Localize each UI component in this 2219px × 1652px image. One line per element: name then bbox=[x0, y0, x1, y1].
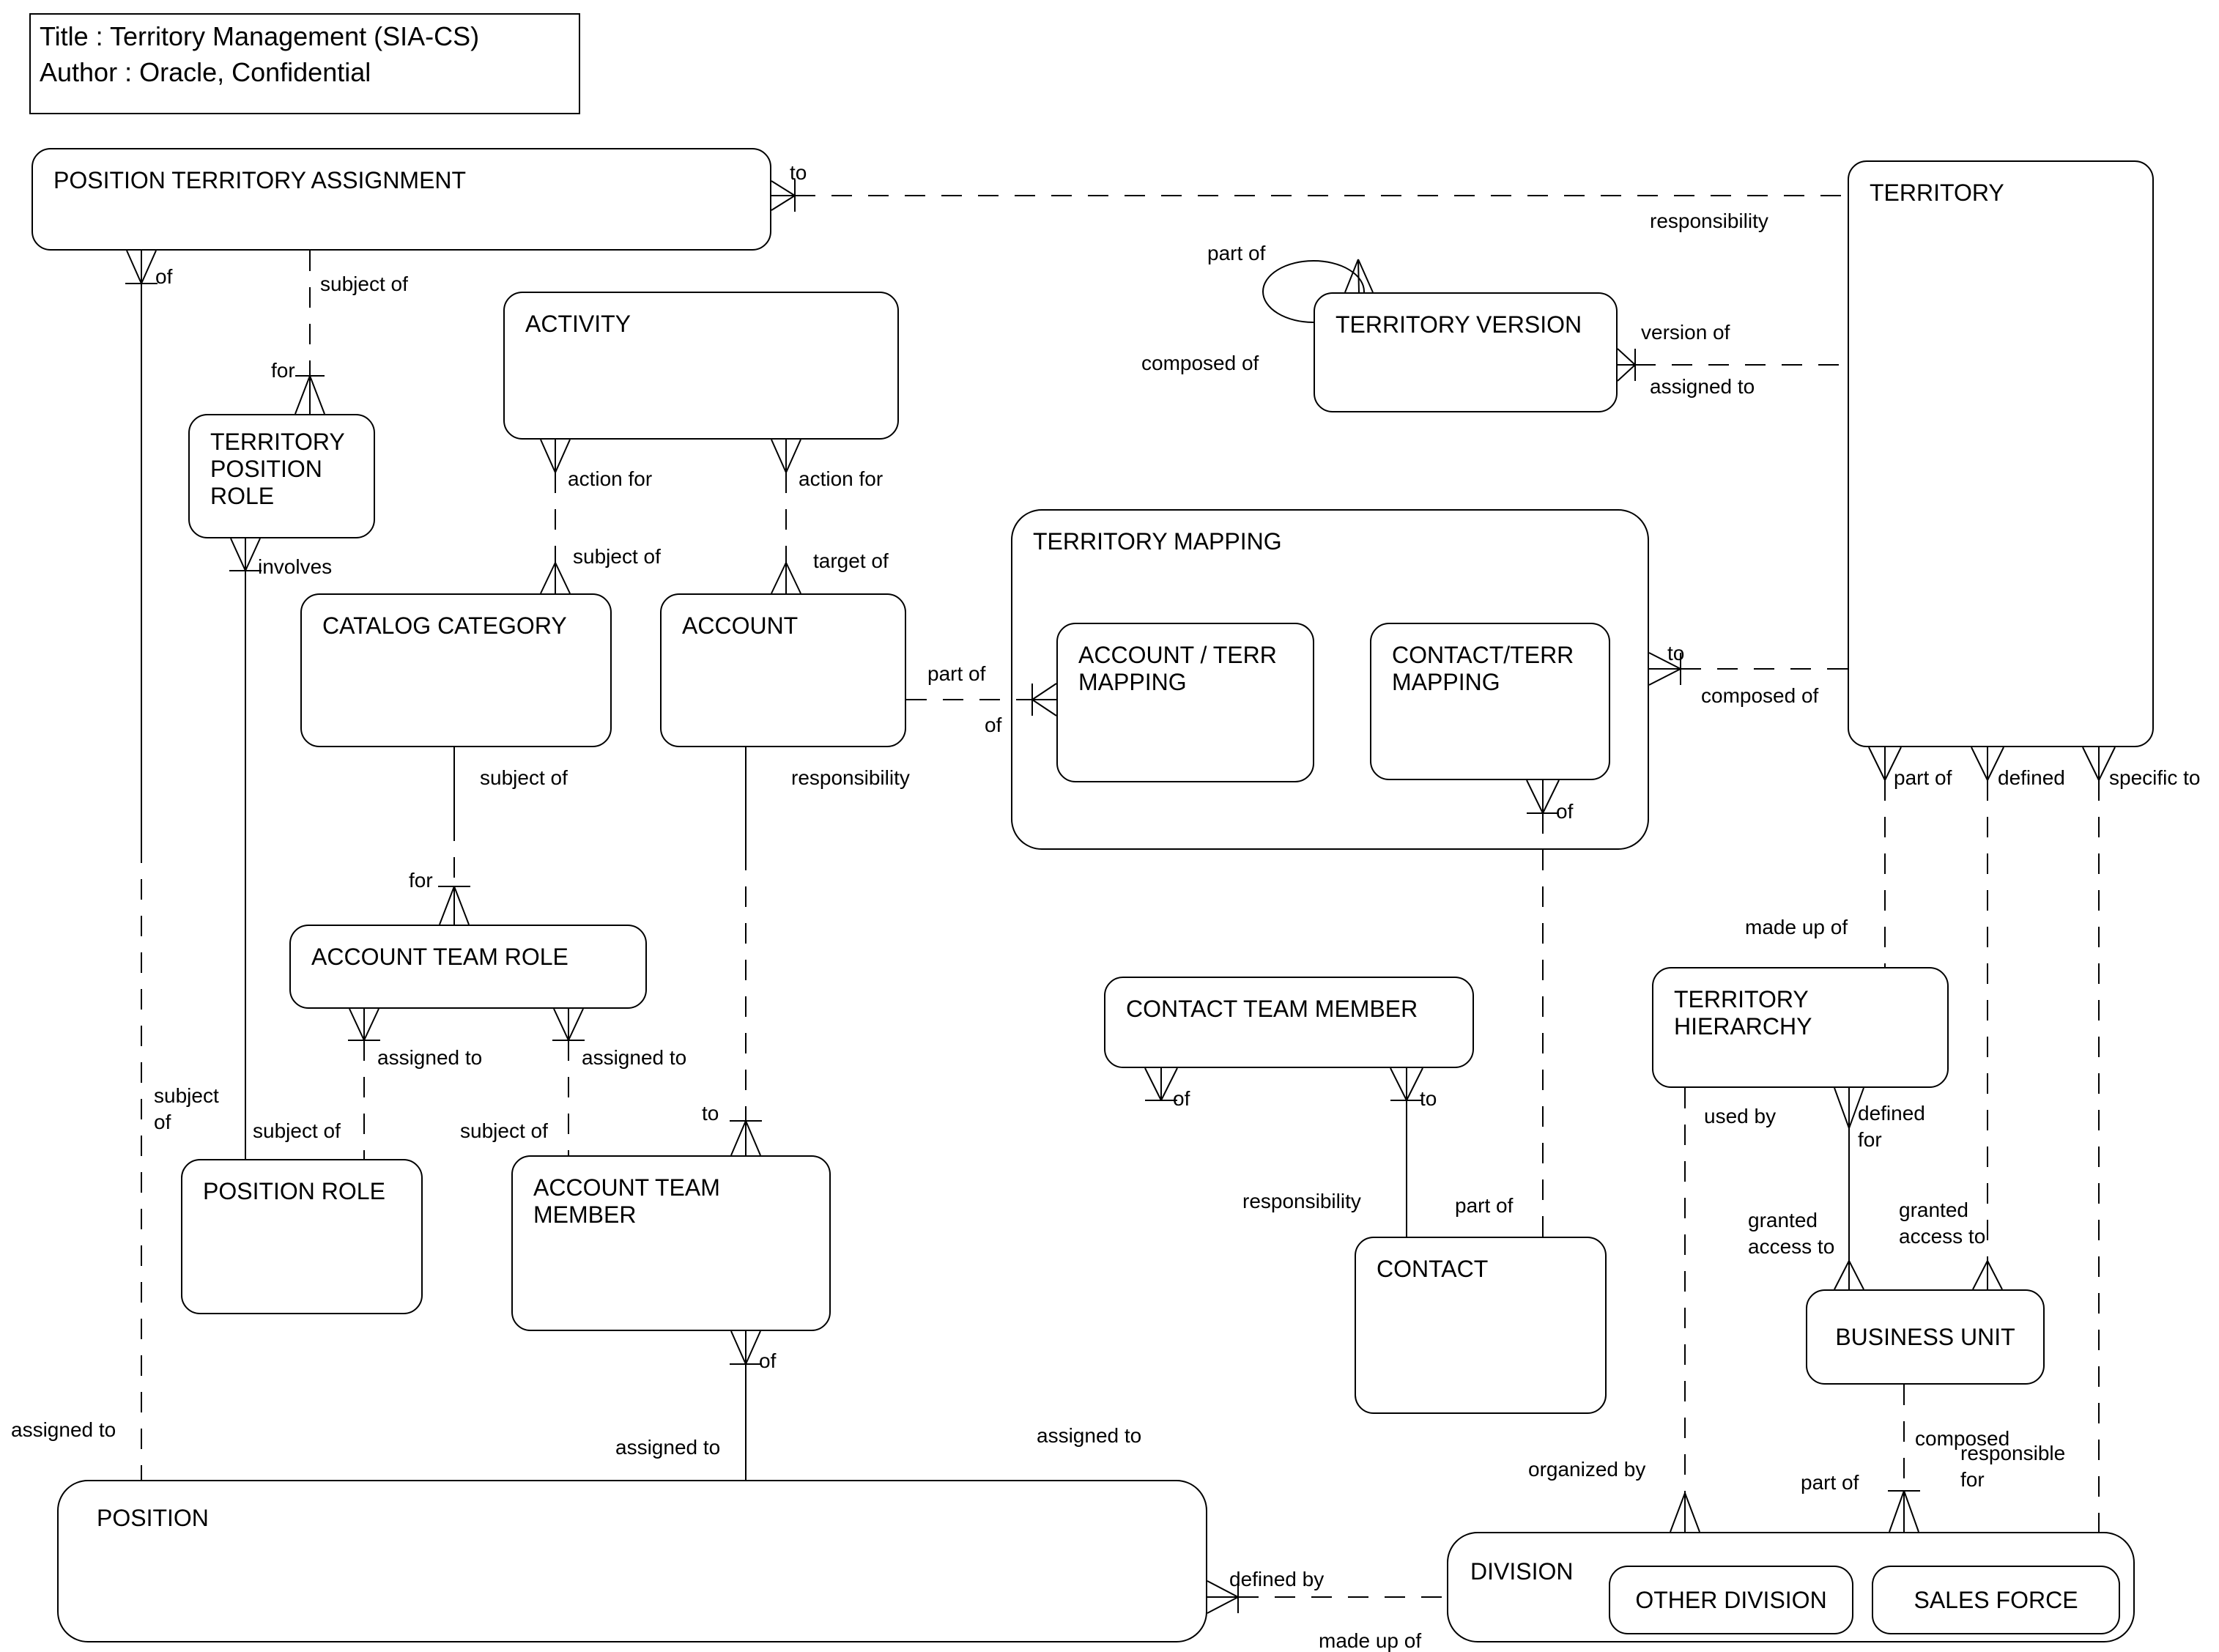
rel-label-atm-of: of bbox=[759, 1349, 777, 1372]
rel-label-pr-subject-of: subject of bbox=[253, 1119, 341, 1142]
diagram-title: Title : Territory Management (SIA-CS) bbox=[40, 21, 480, 51]
rel-label-pta-of: of bbox=[155, 265, 173, 288]
entity-position: POSITION bbox=[57, 1480, 1207, 1642]
rel-label-pr-subject-of-far-left: subject of bbox=[154, 1084, 219, 1133]
rel-label-tv-version-of: version of bbox=[1641, 321, 1730, 344]
entity-account-terr-mapping: ACCOUNT / TERR MAPPING bbox=[1056, 623, 1314, 782]
rel-label-tv-assigned-to: assigned to bbox=[1650, 375, 1755, 398]
rel-label-pos-assigned-to-right: assigned to bbox=[1037, 1424, 1142, 1447]
diagram-title-block bbox=[29, 13, 580, 114]
rel-label-tpr-involves: involves bbox=[258, 555, 333, 578]
rel-label-pta-subject-of: subject of bbox=[320, 273, 408, 295]
entity-contact-team-member: CONTACT TEAM MEMBER bbox=[1104, 977, 1474, 1068]
entity-account-team-member: ACCOUNT TEAM MEMBER bbox=[511, 1155, 831, 1331]
entity-territory-hierarchy: TERRITORY HIERARCHY bbox=[1652, 967, 1949, 1088]
entity-territory: TERRITORY bbox=[1848, 160, 2154, 747]
rel-label-pta-responsibility: responsibility bbox=[1650, 210, 1768, 232]
rel-label-pos-made-up-of: made up of bbox=[1319, 1629, 1422, 1652]
rel-label-acct-map-of: of bbox=[985, 714, 1002, 736]
rel-label-bu-granted-access-left: granted access to bbox=[1748, 1209, 1835, 1258]
rel-label-tpr-for: for bbox=[271, 359, 295, 382]
rel-label-bu-composed: composed bbox=[1915, 1427, 2010, 1450]
diagram-author: Author : Oracle, Confidential bbox=[40, 56, 371, 87]
rel-label-div-responsible-for: responsible for bbox=[1960, 1442, 2066, 1491]
rel-label-tm-composed-of: composed of bbox=[1701, 684, 1819, 707]
dashed-connectors bbox=[141, 196, 2099, 1597]
rel-label-atr-assigned-to-right: assigned to bbox=[582, 1046, 687, 1069]
rel-label-th-used-by: used by bbox=[1704, 1105, 1777, 1127]
rel-label-pos-assigned-to-mid: assigned to bbox=[615, 1436, 721, 1459]
rel-label-ctm-to: to bbox=[1420, 1087, 1437, 1110]
rel-label-tm-to: to bbox=[1667, 642, 1685, 664]
rel-label-territory-defined: defined bbox=[1998, 766, 2065, 789]
entity-other-division: OTHER DIVISION bbox=[1609, 1566, 1853, 1634]
entity-contact: CONTACT bbox=[1355, 1237, 1607, 1414]
entity-position-territory-assignment: POSITION TERRITORY ASSIGNMENT bbox=[32, 148, 771, 251]
rel-label-action-for-left: action for bbox=[568, 467, 653, 490]
entity-account: ACCOUNT bbox=[660, 593, 906, 747]
rel-label-pos-defined-by: defined by bbox=[1229, 1568, 1325, 1590]
entity-division: DIVISION bbox=[1447, 1532, 2135, 1642]
rel-label-acct-map-part-of: part of bbox=[927, 662, 986, 685]
rel-label-cc-subject-of-bottom: subject of bbox=[480, 766, 568, 789]
entity-territory-position-role: TERRITORY POSITION ROLE bbox=[188, 414, 375, 538]
rel-label-account-target-of: target of bbox=[813, 549, 889, 572]
rel-label-atr-for: for bbox=[409, 869, 433, 892]
entity-account-team-role: ACCOUNT TEAM ROLE bbox=[289, 925, 647, 1009]
rel-label-ctm-of: of bbox=[1173, 1087, 1190, 1110]
rel-label-ctm-map-of: of bbox=[1556, 800, 1574, 823]
entity-territory-mapping: TERRITORY MAPPING bbox=[1011, 509, 1649, 850]
rel-label-atm-subject-of: subject of bbox=[460, 1119, 548, 1142]
rel-label-contact-part-of: part of bbox=[1455, 1194, 1514, 1217]
rel-label-pos-assigned-to-left: assigned to bbox=[11, 1418, 116, 1441]
rel-label-territory-part-of: part of bbox=[1894, 766, 1952, 789]
rel-label-th-defined-for: defined for bbox=[1858, 1102, 1925, 1151]
solid-connectors bbox=[125, 179, 2115, 1613]
entity-business-unit: BUSINESS UNIT bbox=[1806, 1289, 2045, 1385]
rel-label-atm-to: to bbox=[702, 1102, 719, 1125]
rel-label-bu-granted-access-right: granted access to bbox=[1899, 1199, 1986, 1248]
rel-label-tv-composed-of: composed of bbox=[1141, 352, 1259, 374]
rel-label-action-for-right: action for bbox=[799, 467, 883, 490]
entity-catalog-category: CATALOG CATEGORY bbox=[300, 593, 612, 747]
rel-label-atr-assigned-to-left: assigned to bbox=[377, 1046, 483, 1069]
entity-activity: ACTIVITY bbox=[503, 292, 899, 440]
rel-label-territory-specific-to: specific to bbox=[2109, 766, 2201, 789]
rel-label-cc-subject-of-top: subject of bbox=[573, 545, 661, 568]
rel-label-account-responsibility: responsibility bbox=[791, 766, 910, 789]
rel-label-div-part-of: part of bbox=[1801, 1471, 1859, 1494]
entity-contact-terr-mapping: CONTACT/TERR MAPPING bbox=[1370, 623, 1610, 780]
rel-label-pta-to: to bbox=[790, 161, 807, 184]
entity-position-role: POSITION ROLE bbox=[181, 1159, 423, 1314]
rel-label-contact-responsibility: responsibility bbox=[1242, 1190, 1361, 1212]
entity-territory-version: TERRITORY VERSION bbox=[1314, 292, 1618, 412]
entity-sales-force: SALES FORCE bbox=[1872, 1566, 2120, 1634]
rel-label-div-organized-by: organized by bbox=[1528, 1458, 1646, 1481]
rel-label-tv-part-of: part of bbox=[1207, 242, 1266, 264]
rel-label-th-made-up-of: made up of bbox=[1745, 916, 1848, 938]
